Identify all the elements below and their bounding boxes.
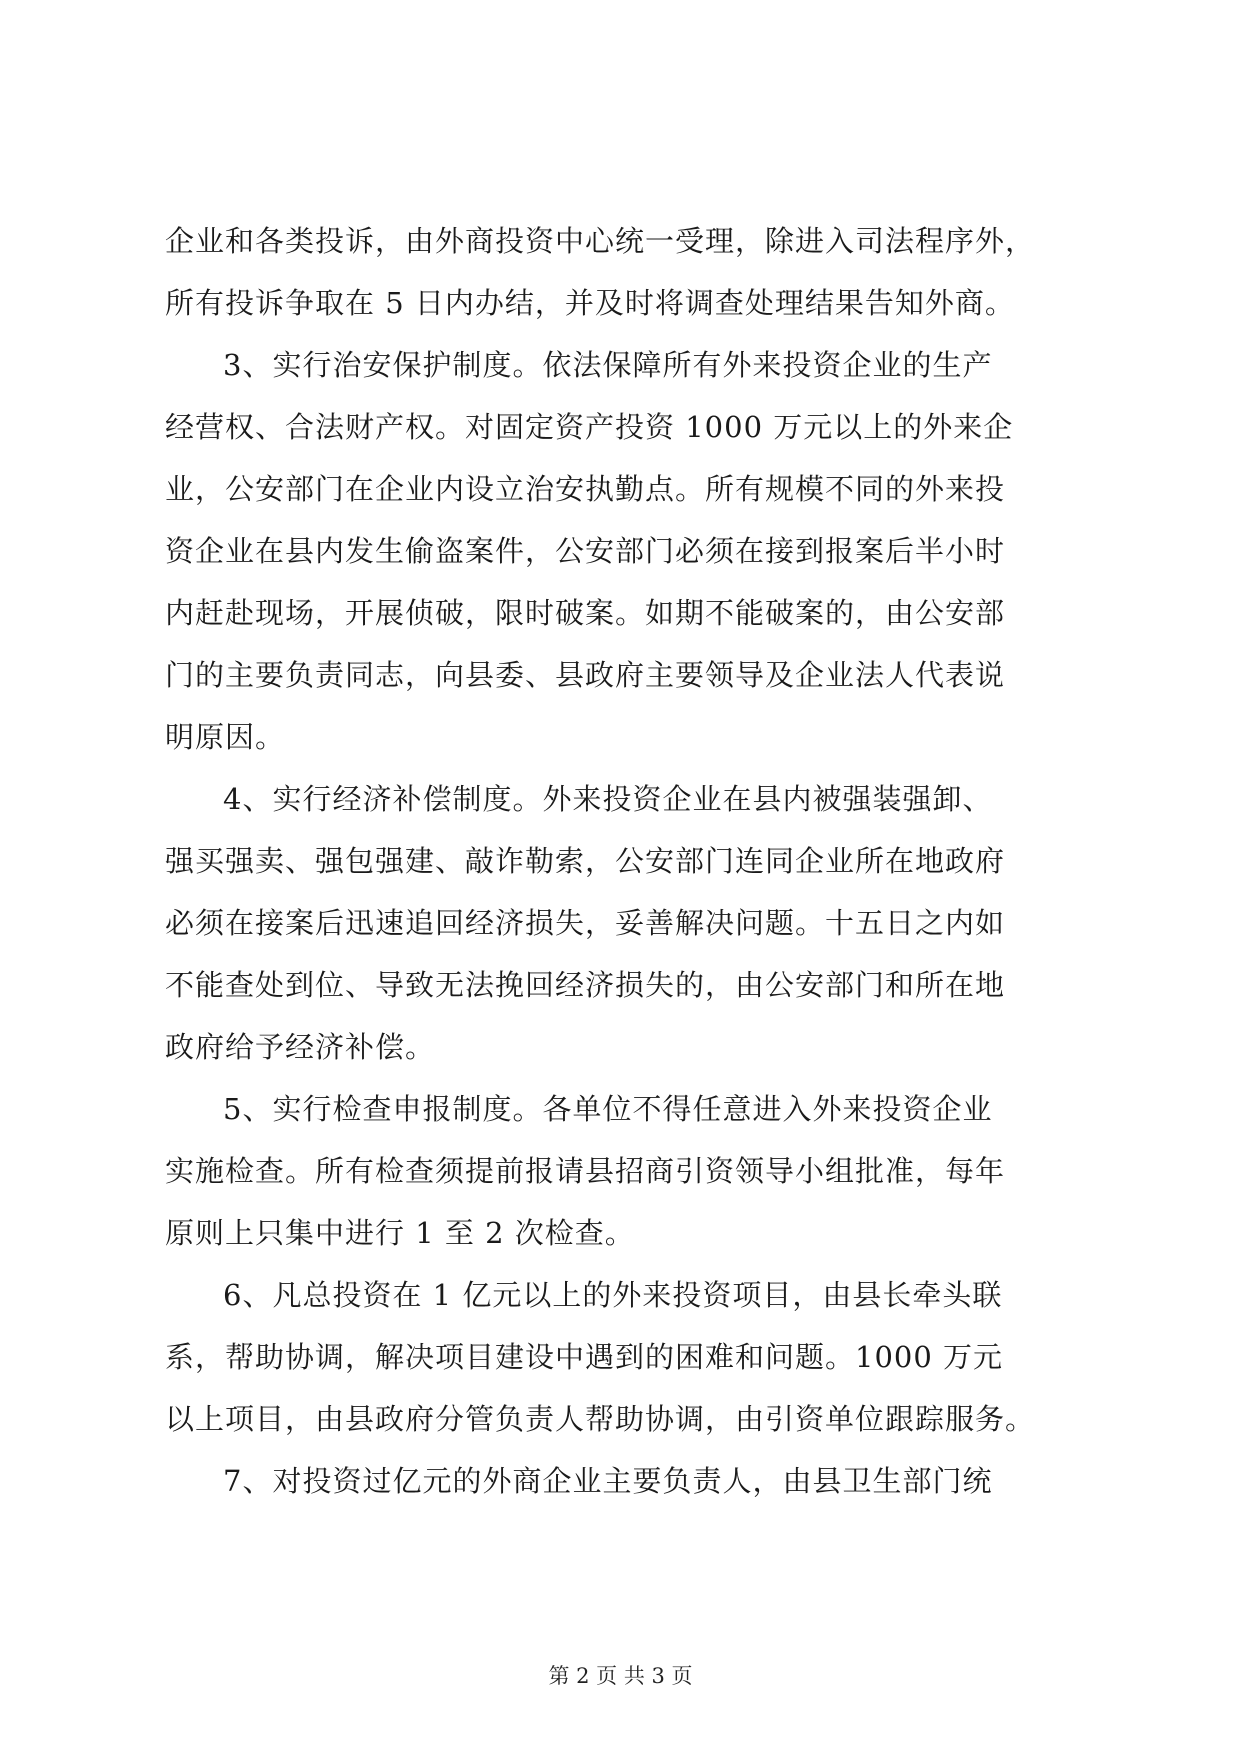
text-line: 政府给予经济补偿。 — [165, 1030, 436, 1064]
text-line: 所有投诉争取在 5 日内办结，并及时将调查处理结果告知外商。 — [165, 286, 1015, 320]
text-line: 门的主要负责同志，向县委、县政府主要领导及企业法人代表说 — [165, 658, 1006, 692]
body-text — [165, 210, 1085, 1512]
text-line: 必须在接案后迅速追回经济损失，妥善解决问题。十五日之内如 — [165, 906, 1006, 940]
text-line: 企业和各类投诉，由外商投资中心统一受理，除进入司法程序外， — [165, 224, 1036, 258]
text-line: 以上项目，由县政府分管负责人帮助协调，由引资单位跟踪服务。 — [165, 1402, 1036, 1436]
text-line: 资企业在县内发生偷盗案件，公安部门必须在接到报案后半小时 — [165, 534, 1006, 568]
text-line: 内赶赴现场，开展侦破，限时破案。如期不能破案的，由公安部 — [165, 596, 1006, 630]
paragraph-5-start: 5、实行检查申报制度。各单位不得任意进入外来投资企业 — [223, 1092, 993, 1126]
text-line: 明原因。 — [165, 720, 286, 754]
paragraph-7-start: 7、对投资过亿元的外商企业主要负责人，由县卫生部门统 — [223, 1464, 993, 1498]
paragraph-3-start: 3、实行治安保护制度。依法保障所有外来投资企业的生产 — [223, 348, 993, 382]
text-line: 业，公安部门在企业内设立治安执勤点。所有规模不同的外来投 — [165, 472, 1006, 506]
text-line: 原则上只集中进行 1 至 2 次检查。 — [165, 1216, 635, 1250]
text-line: 系，帮助协调，解决项目建设中遇到的困难和问题。1000 万元 — [165, 1340, 1004, 1374]
paragraph-4-start: 4、实行经济补偿制度。外来投资企业在县内被强装强卸、 — [223, 782, 993, 816]
paragraph-6-start: 6、凡总投资在 1 亿元以上的外来投资项目，由县长牵头联 — [223, 1278, 1003, 1312]
page-number-footer: 第 2 页 共 3 页 — [548, 1664, 693, 1688]
text-line: 强买强卖、强包强建、敲诈勒索，公安部门连同企业所在地政府 — [165, 844, 1006, 878]
text-line: 经营权、合法财产权。对固定资产投资 1000 万元以上的外来企 — [165, 410, 1014, 444]
text-line: 实施检查。所有检查须提前报请县招商引资领导小组批准，每年 — [165, 1154, 1006, 1188]
text-line: 不能查处到位、导致无法挽回经济损失的，由公安部门和所在地 — [165, 968, 1006, 1002]
